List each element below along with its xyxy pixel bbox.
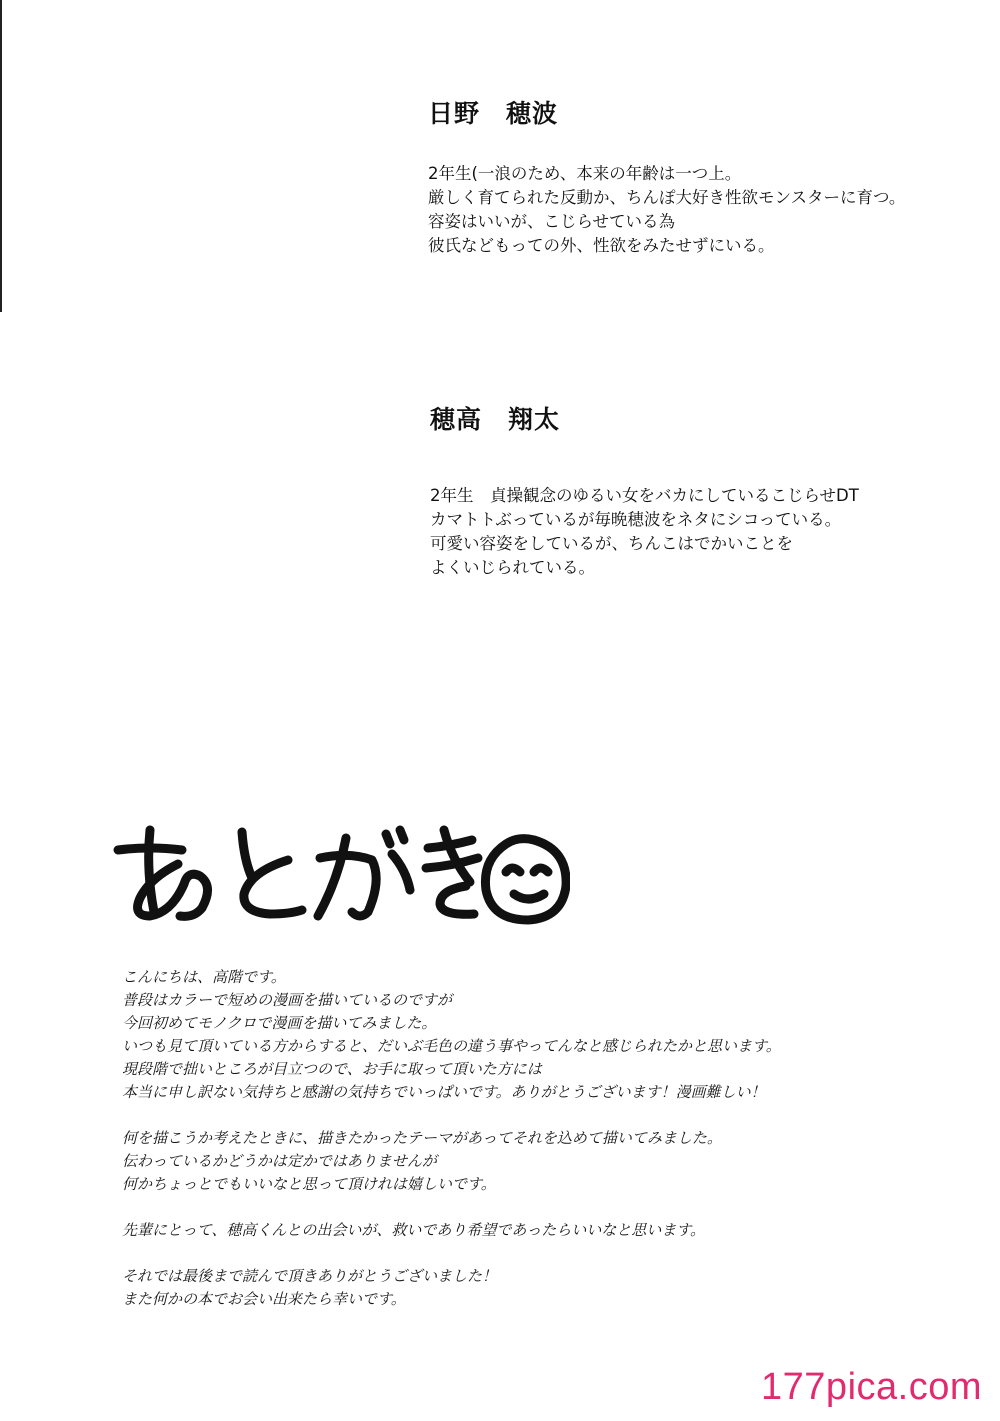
afterword-paragraph [122, 1265, 781, 1311]
character-description [430, 484, 859, 580]
description-line: 2年生(一浪のため、本来の年齢は一つ上。 [428, 164, 742, 183]
watermark: 177pica.com [761, 1366, 982, 1408]
description-line: 彼氏などもっての外、性欲をみたせずにいる。 [428, 236, 775, 255]
description-line: カマトトぶっているが毎晩穂波をネタにシコっている。 [430, 510, 842, 529]
afterword-paragraph [122, 1219, 781, 1242]
afterword-line: 現段階で拙いところが目立つので、お手に取って頂いた方には [122, 1060, 542, 1078]
description-line: 可愛い容姿をしているが、ちんこはでかいことを [430, 534, 793, 553]
afterword-line: 何を描こうか考えたときに、描きたかったテーマがあってそれを込めて描いてみました。 [122, 1129, 722, 1147]
character-name: 日野 穂波 [428, 99, 559, 128]
afterword-line: 先輩にとって、穂高くんとの出会いが、救いであり希望であったらいいなと思います。 [122, 1221, 706, 1239]
afterword-line: 普段はカラーで短めの漫画を描いているのですが [122, 991, 453, 1009]
description-line: 2年生 貞操観念のゆるい女をバカにしているこじらせDT [430, 486, 859, 505]
afterword-line: 今回初めてモノクロで漫画を描いてみました。 [122, 1014, 437, 1032]
afterword-paragraph [122, 966, 781, 1104]
description-line: 容姿はいいが、こじらせている為 [428, 212, 676, 231]
character-name: 穂高 翔太 [430, 405, 561, 434]
afterword-line: それでは最後まで読んで頂きありがとうございました！ [122, 1267, 498, 1285]
afterword-handwritten-title [110, 820, 570, 930]
afterword-title [110, 820, 570, 930]
description-line: よくいじられている。 [430, 558, 595, 577]
afterword-line: いつも見て頂いている方からすると、だいぶ毛色の違う事やってんなと感じられたかと思います。 [122, 1037, 781, 1055]
character-profile-honami [428, 99, 905, 258]
afterword-body [122, 966, 781, 1334]
afterword-line: 何かちょっとでもいいなと思って頂けれは嬉しいです。 [122, 1175, 496, 1193]
afterword-line: こんにちは、高階です。 [122, 968, 286, 986]
character-profile-shota [430, 405, 859, 580]
page-edge-line [0, 0, 2, 312]
afterword-paragraph [122, 1127, 781, 1196]
afterword-line: また何かの本でお会い出来たら幸いです。 [122, 1290, 406, 1308]
afterword-line: 本当に申し訳ない気持ちと感謝の気持ちでいっぱいです。ありがとうございます！漫画難しい！ [122, 1083, 766, 1101]
afterword-line: 伝わっているかどうかは定かではありませんが [122, 1152, 437, 1170]
description-line: 厳しく育てられた反動か、ちんぽ大好き性欲モンスターに育つ。 [428, 188, 906, 207]
character-description [428, 162, 905, 258]
